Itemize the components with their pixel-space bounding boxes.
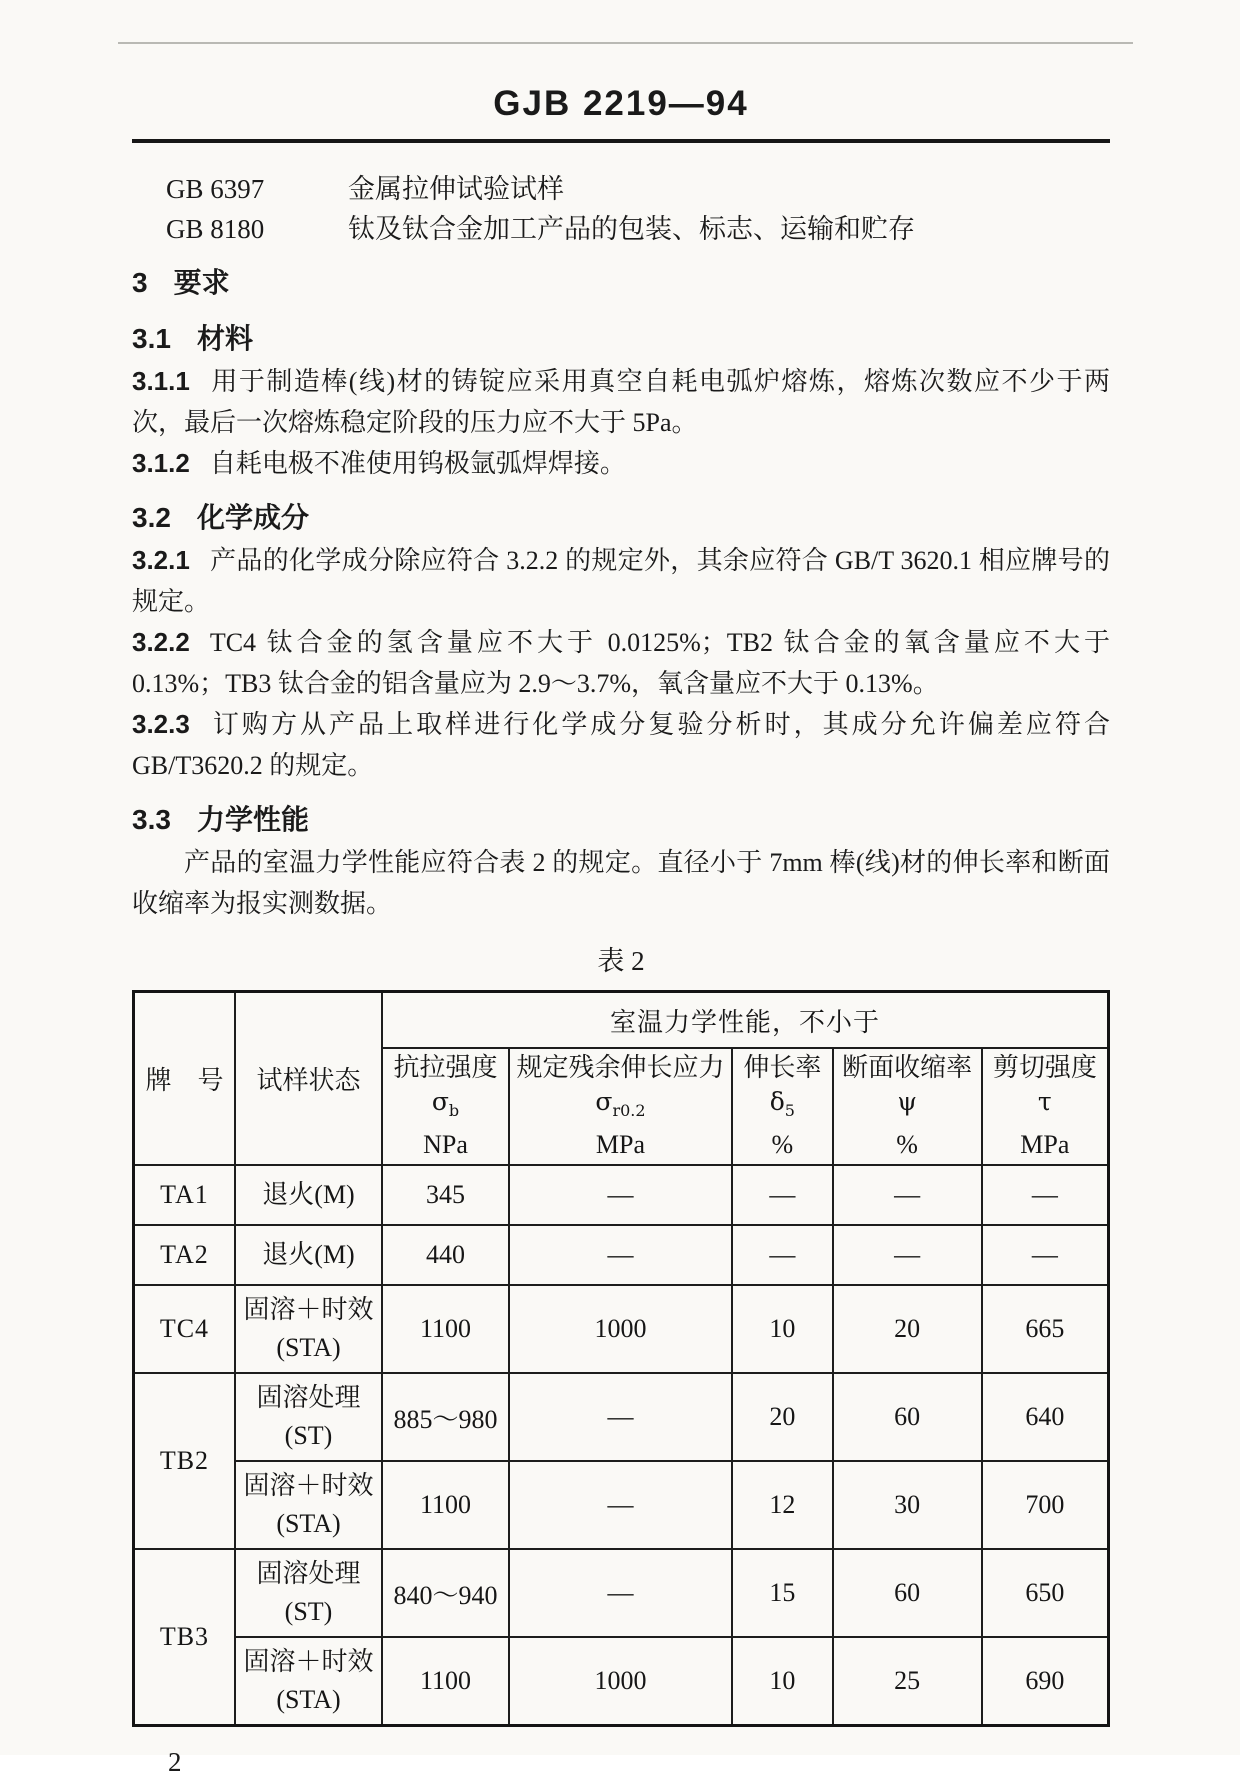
value-cell: 1100	[382, 1285, 509, 1373]
table-row	[134, 1549, 1109, 1637]
value-cell: 15	[732, 1549, 832, 1637]
reference-code: GB 8180	[166, 214, 265, 244]
value-cell: 885～980	[382, 1373, 509, 1461]
state-cell: 退火(M)	[235, 1225, 382, 1285]
header-title: 抗拉强度	[393, 1053, 498, 1082]
reference-row	[132, 209, 1110, 249]
value-cell: 650	[982, 1549, 1109, 1637]
value-cell: 1000	[509, 1285, 732, 1373]
standard-number: GJB 2219—94	[493, 84, 749, 123]
grade-cell: TA2	[134, 1225, 235, 1285]
property-column-header	[382, 1048, 509, 1165]
value-cell: 10	[732, 1637, 832, 1726]
value-cell: —	[509, 1225, 732, 1285]
header-symbol: $\delta_5$	[769, 1087, 795, 1120]
clause-paragraph-312	[132, 443, 1110, 484]
value-cell: 690	[982, 1637, 1109, 1726]
value-cell: —	[982, 1165, 1109, 1225]
clause-number: 3.2	[132, 502, 171, 533]
page-number: 2	[168, 1747, 182, 1777]
state-cell: 固溶＋时效 (STA)	[235, 1637, 382, 1726]
table-row	[134, 1373, 1109, 1461]
table-row	[134, 1225, 1109, 1285]
span-header-room-temperature: 室温力学性能，不小于	[382, 992, 1108, 1049]
header-divider	[132, 139, 1110, 143]
clause-text: 用于制造棒(线)材的铸锭应采用真空自耗电弧炉熔炼，熔炼次数应不少于两次，最后一次熔炼稳定阶段的压力应不大于 5Pa。	[132, 367, 1110, 437]
grade-cell: TA1	[134, 1165, 235, 1225]
state-cell: 固溶处理 (ST)	[235, 1373, 382, 1461]
value-cell: 345	[382, 1165, 509, 1225]
value-cell: —	[982, 1225, 1109, 1285]
property-column-header	[833, 1048, 982, 1165]
column-header-grade: 牌 号	[134, 992, 235, 1166]
table-row	[134, 1165, 1109, 1225]
table-row	[134, 1285, 1109, 1373]
clause-number: 3.1.2	[132, 448, 190, 478]
state-cell: 固溶＋时效 (STA)	[235, 1285, 382, 1373]
header-unit: NPa	[423, 1130, 468, 1159]
value-cell: 30	[833, 1461, 982, 1549]
clause-text: TC4 钛合金的氢含量应不大于 0.0125%；TB2 钛合金的氧含量应不大于 0.13%；TB3 钛合金的铝含量应为 2.9～3.7%，氧含量应不大于 0.13%。	[132, 628, 1110, 698]
clause-number: 3.2.3	[132, 709, 190, 739]
reference-title: 钛及钛合金加工产品的包装、标志、运输和贮存	[348, 214, 915, 244]
header-title: 伸长率	[743, 1053, 822, 1082]
value-cell: 60	[833, 1549, 982, 1637]
value-cell: 25	[833, 1637, 982, 1726]
property-column-header	[982, 1048, 1109, 1165]
clause-text: 产品的室温力学性能应符合表 2 的规定。直径小于 7mm 棒(线)材的伸长率和断面收缩率为报实测数据。	[132, 848, 1110, 918]
header-symbol: ψ	[897, 1087, 917, 1116]
value-cell: 20	[833, 1285, 982, 1373]
clause-number: 3.2.1	[132, 545, 190, 575]
value-cell: —	[509, 1165, 732, 1225]
clause-text: 订购方从产品上取样进行化学成分复验分析时，其成分允许偏差应符合 GB/T3620.2 的规定。	[132, 710, 1110, 780]
clause-number: 3.3	[132, 804, 171, 835]
grade-cell: TB3	[134, 1549, 235, 1726]
value-cell: —	[833, 1165, 982, 1225]
reference-title: 金属拉伸试验试样	[348, 174, 564, 204]
column-header-state: 试样状态	[235, 992, 382, 1166]
section-heading-requirements	[132, 262, 1110, 305]
reference-code: GB 6397	[166, 174, 265, 204]
header-symbol: $\sigma_b$	[431, 1087, 460, 1120]
header-title: 剪切强度	[992, 1053, 1097, 1082]
header-symbol: $\sigma_{r0.2}$	[595, 1087, 646, 1120]
value-cell: —	[509, 1461, 732, 1549]
clause-paragraph-33	[132, 842, 1110, 924]
clause-number: 3.2.2	[132, 627, 190, 657]
clause-title: 化学成分	[196, 503, 309, 534]
mechanical-properties-table	[132, 990, 1110, 1727]
clause-paragraph-322	[132, 622, 1110, 704]
clause-number: 3.1	[132, 323, 171, 354]
section-heading-chemical-composition	[132, 497, 1110, 540]
value-cell: 20	[732, 1373, 832, 1461]
value-cell: —	[732, 1225, 832, 1285]
value-cell: 1100	[382, 1461, 509, 1549]
table-caption: 表 2	[597, 946, 645, 976]
value-cell: —	[833, 1225, 982, 1285]
clause-number: 3	[132, 267, 148, 298]
value-cell: 700	[982, 1461, 1109, 1549]
value-cell: 12	[732, 1461, 832, 1549]
section-heading-mechanical-properties	[132, 799, 1110, 842]
state-cell: 固溶处理 (ST)	[235, 1549, 382, 1637]
clause-paragraph-323	[132, 704, 1110, 786]
value-cell: 640	[982, 1373, 1109, 1461]
property-column-header	[732, 1048, 832, 1165]
grade-cell: TC4	[134, 1285, 235, 1373]
value-cell: —	[732, 1165, 832, 1225]
clause-number: 3.1.1	[132, 366, 190, 396]
state-cell: 固溶＋时效 (STA)	[235, 1461, 382, 1549]
value-cell: 1000	[509, 1637, 732, 1726]
grade-cell: TB2	[134, 1373, 235, 1549]
clause-title: 材料	[196, 324, 253, 355]
value-cell: 665	[982, 1285, 1109, 1373]
clause-title: 力学性能	[196, 805, 309, 836]
header-title: 断面收缩率	[842, 1053, 973, 1082]
clause-paragraph-311	[132, 361, 1110, 443]
reference-row	[132, 169, 1110, 209]
header-unit: MPa	[595, 1130, 646, 1159]
clause-text: 自耗电极不准使用钨极氩弧焊焊接。	[209, 449, 626, 478]
top-hairline-divider	[118, 42, 1133, 44]
header-unit: MPa	[1020, 1130, 1070, 1159]
value-cell: —	[509, 1549, 732, 1637]
header-unit: %	[896, 1130, 918, 1159]
table-row	[134, 1637, 1109, 1726]
value-cell: 60	[833, 1373, 982, 1461]
section-heading-material	[132, 318, 1110, 361]
clause-paragraph-321	[132, 540, 1110, 622]
clause-title: 要求	[173, 268, 230, 299]
clause-text: 产品的化学成分除应符合 3.2.2 的规定外，其余应符合 GB/T 3620.1 相应牌号的规定。	[132, 546, 1110, 616]
property-column-header	[509, 1048, 732, 1165]
value-cell: —	[509, 1373, 732, 1461]
value-cell: 440	[382, 1225, 509, 1285]
value-cell: 840～940	[382, 1549, 509, 1637]
references-list	[132, 169, 1110, 249]
table-row	[134, 1461, 1109, 1549]
state-cell: 退火(M)	[235, 1165, 382, 1225]
value-cell: 10	[732, 1285, 832, 1373]
header-symbol: τ	[1037, 1087, 1052, 1116]
header-unit: %	[771, 1130, 794, 1159]
header-title: 规定残余伸长应力	[516, 1053, 725, 1082]
value-cell: 1100	[382, 1637, 509, 1726]
